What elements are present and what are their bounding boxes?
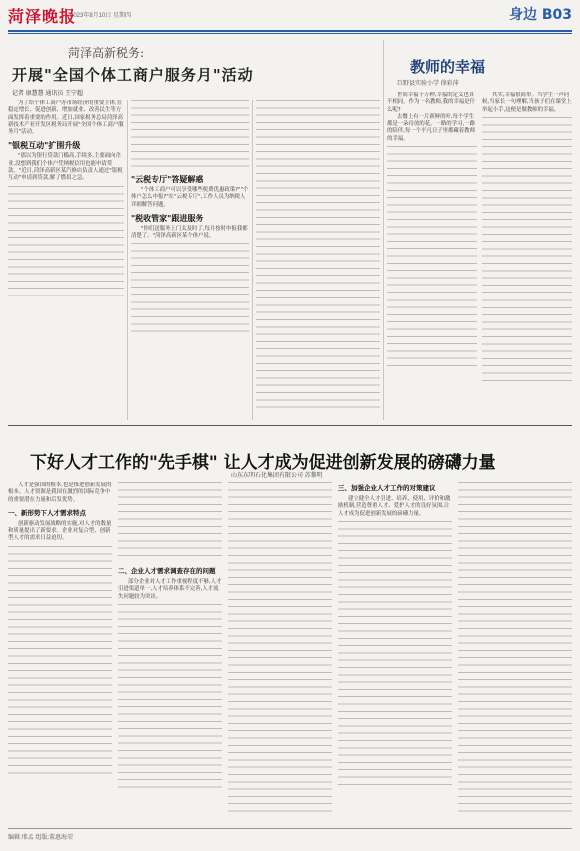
article1-subhead-3: "税收管家"跟进服务 bbox=[131, 212, 204, 223]
article1-subhead-1: "银税互动"扩围升级 bbox=[8, 140, 81, 151]
article1-kicker: 菏泽高新税务: bbox=[68, 46, 145, 60]
section-label: 身边 B03 bbox=[508, 7, 572, 23]
column-divider bbox=[127, 100, 128, 420]
article1-column-1 bbox=[8, 100, 124, 420]
article2-subhead-3: 三、加强企业人才工作的对策建议 bbox=[338, 484, 436, 492]
article2-subhead-2: 二、企业人才需求调查存在的问题 bbox=[118, 567, 216, 575]
article1-para-1: "那以为银行贷款门槛高,手续多,主要面向企业,没想到我们个体户凭纳税信用也能申请贷款。"近日,菏泽高新区某汽修店负责人通过"银税互动"申请到贷款,解了燃眉之急。 bbox=[8, 153, 123, 182]
column-divider bbox=[252, 100, 253, 420]
text-lines bbox=[131, 100, 249, 170]
article1-column-2 bbox=[131, 100, 249, 420]
text-lines bbox=[131, 243, 249, 333]
poem-title: 教师的幸福 bbox=[410, 58, 486, 76]
article2-para-1: 人才是强国的根本,也是推进创新发展的根本。人才资源是我国在激烈的国际竞争中的重要潜在力量和后发优势。 bbox=[8, 482, 112, 503]
newspaper-logo: 菏泽晚报 bbox=[8, 7, 77, 26]
article1-para-2: "个体工商户可以享受哪些税费优惠政策?""个体户怎么申报?"在"云税专厅",工作人员为纳税人详细解答问题。 bbox=[131, 187, 249, 208]
article1-para-3: "你们送服务上门太及时了,每月按时申报我都清楚了。"菏泽高新区某个体户说。 bbox=[131, 225, 248, 240]
article1-title: 开展"全国个体工商户服务月"活动 bbox=[12, 66, 254, 84]
text-lines bbox=[387, 146, 477, 366]
article2-column-1 bbox=[8, 482, 112, 822]
article1-subhead-2: "云税专厅"答疑解惑 bbox=[131, 174, 204, 184]
article2-subhead-1: 一、新形势下人才需求特点 bbox=[8, 508, 86, 517]
text-lines bbox=[228, 482, 332, 816]
poem-column-2 bbox=[482, 92, 572, 420]
text-lines bbox=[118, 604, 222, 794]
article2-para-3: 部分企业对人才工作重视程度不够,人才引进渠道单一,人才培养体系不完善,人才流失问题较为突出。 bbox=[118, 579, 222, 600]
text-lines bbox=[8, 546, 112, 776]
article2-title: 下好人才工作的"先手棋" 让人才成为促进创新发展的磅礴力量 bbox=[30, 453, 496, 473]
article1-column-3 bbox=[256, 100, 380, 420]
text-lines bbox=[338, 521, 452, 791]
article2-column-2 bbox=[118, 482, 222, 822]
article2-column-3 bbox=[228, 482, 332, 822]
text-lines bbox=[458, 482, 572, 816]
poem-para-3: 其实,幸福很简单。当学生一声问候,当家长一句理解,当孩子们在课堂上举起小手,这便是做教师的幸福。 bbox=[482, 92, 572, 113]
poem-author: 巨野县实验小学 徐彩萍 bbox=[397, 81, 459, 87]
article2-byline: 山东东明石化集团有限公司 苏黎明 bbox=[231, 473, 323, 479]
issue-date: 2023年8月10日 星期四 bbox=[70, 13, 132, 19]
section-divider bbox=[8, 425, 572, 426]
footer-editors: 编辑:邢孟 组版:董惠海荣 bbox=[8, 835, 74, 841]
column-divider bbox=[383, 40, 384, 420]
text-lines bbox=[482, 117, 572, 387]
article2-para-4: 建立健全人才引进、培养、使用、评价和激励机制,营造尊重人才、爱护人才的良好氛围,让人才成为促进创新发展的磅礴力量。 bbox=[338, 496, 451, 517]
masthead-rule-thin bbox=[8, 33, 572, 34]
text-lines bbox=[256, 100, 380, 412]
article2-para-2: 创新驱动发展战略的实施,对人才的数量和质量提出了新要求。企业对复合型、创新型人才的需求日益迫切。 bbox=[8, 520, 112, 542]
text-lines bbox=[118, 482, 222, 562]
poem-para-2: 去餐上有一片新鲜的叶,每个学生都是一朵待放的花。一路的学习,一路的陪伴,每一个平凡日子里都藏着教师的幸福。 bbox=[387, 113, 475, 142]
footer-rule bbox=[8, 828, 572, 829]
poem-column-1 bbox=[387, 92, 477, 420]
text-lines bbox=[8, 186, 124, 296]
article2-column-4 bbox=[338, 482, 452, 822]
masthead-rule bbox=[8, 30, 572, 32]
article1-lead: 为了给个体工商户办市场经济的重要主体,在稳定增长、促进创新、增加就业、改善民生等方面发挥着重要的作用。近日,国家税务总局菏泽高新技术产业开发区税务局开展"全国个体工商户服务月"活动。 bbox=[8, 100, 124, 136]
article2-column-5 bbox=[458, 482, 572, 822]
poem-para-1: 世间幸福千万种,幸福的定义也各不相同。作为一名教师,我的幸福是什么呢? bbox=[387, 92, 475, 113]
article1-byline: 记者 康慧慧 通讯员 王宁超 bbox=[12, 91, 84, 97]
